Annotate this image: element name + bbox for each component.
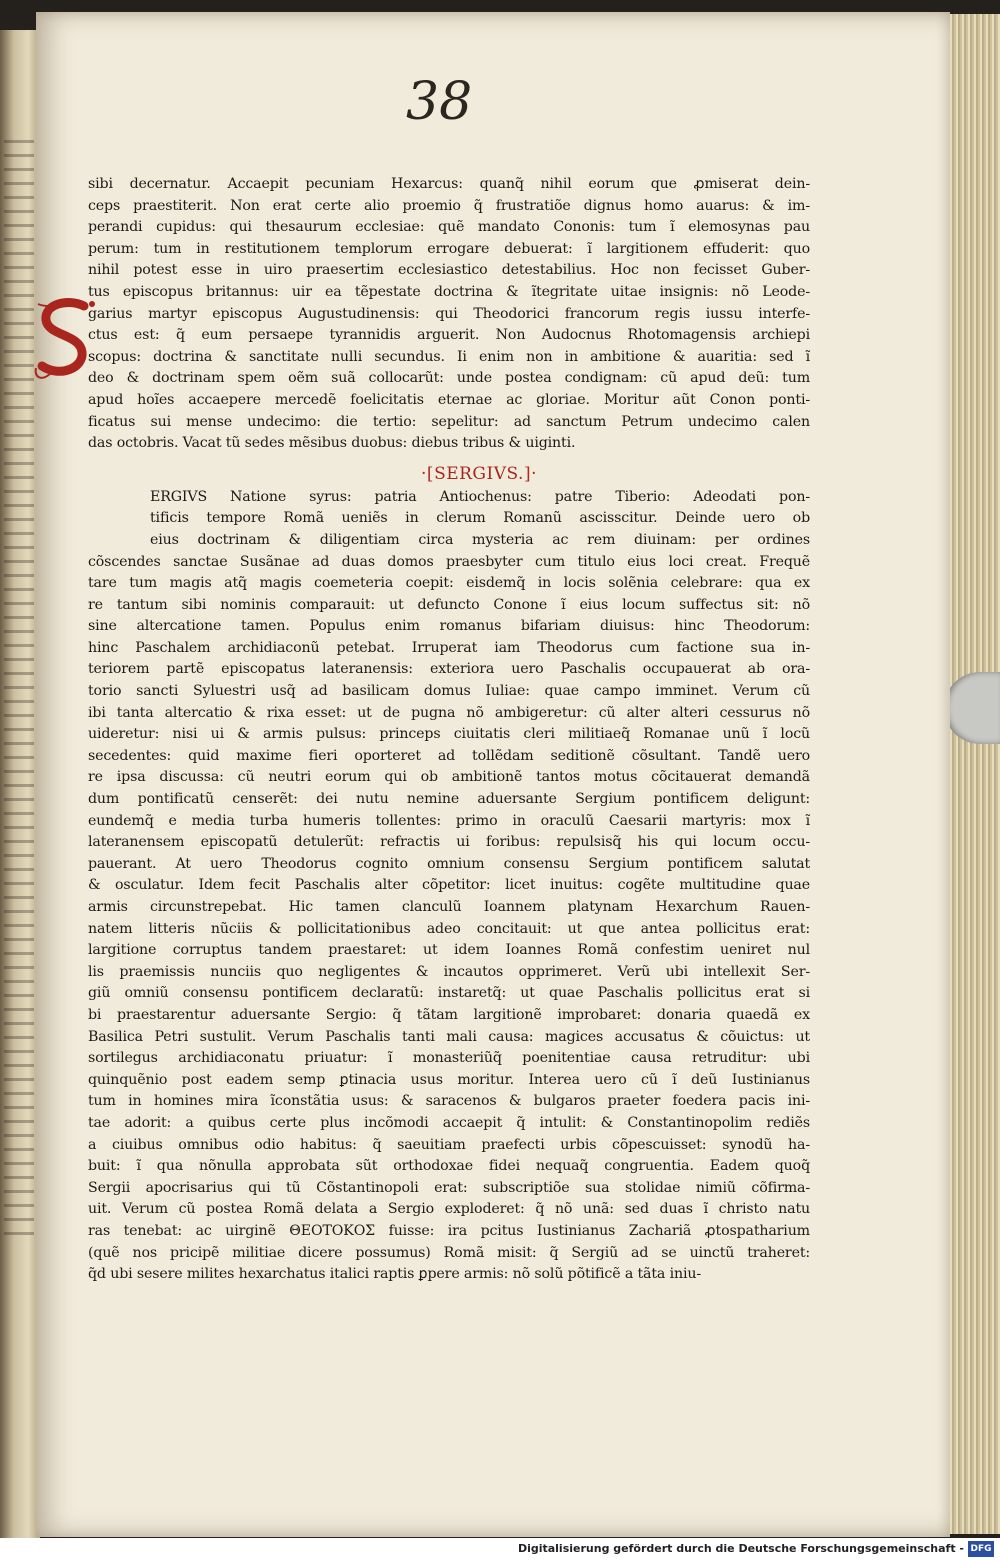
text-line: tus episcopus britannus: uir ea tẽpestate doctrina & ĩtegritate uitae insignis: nõ Leode- (88, 283, 810, 300)
text-line: tum in homines mira ĩconstãtia usus: & saracenos & bulgaros praeter foedera pacis ini- (88, 1093, 810, 1110)
main-text (88, 174, 810, 1286)
text-line: uideretur: nisi ui & armis pulsus: princeps ciuitatis cleri militiaeq̃ Romanae unũ ĩ locũ (88, 726, 810, 743)
text-line: hinc Paschalem archidiaconũ petebat. Irruperat iam Theodorus cum factione sua in- (88, 639, 810, 656)
text-line: & osculatur. Idem fecit Paschalis alter cõpetitor: licet inuitus: cogẽte multitudine quae (88, 877, 810, 894)
book-page (36, 12, 950, 1537)
text-line: q̃d ubi sesere milites hexarchatus italici raptis ꝑpere armis: nõ solũ põtificẽ a tãta iniu- (88, 1266, 701, 1283)
text-line: uit. Verum cũ postea Romã delata a Sergio exploderet: q̃ nõ unã: sed duas ĩ christo natu (88, 1201, 810, 1218)
text-line: eundemq̃ e media turba humeris tollentes: primo in oraculũ Caesarii martyris: mox ĩ (88, 812, 810, 829)
facing-page-text (4, 140, 34, 1240)
text-line: eius doctrinam & diligentiam circa mysteria ac rem diuinam: per ordines (150, 531, 810, 548)
text-line: perandi cupidus: qui thesaurum ecclesiae: quẽ mandato Cononis: tum ĩ elemosynas pau (88, 219, 810, 236)
text-line: ERGIVS Natione syrus: patria Antiochenus: patre Tiberio: Adeodati pon- (150, 488, 810, 505)
text-line: ceps praestiterit. Non erat certe alio proemio q̃ frustratiõe dignus homo auarus: & im- (88, 197, 810, 214)
text-line: lis praemissis nunciis quo negligentes & incautos opprimeret. Verũ ubi intellexit Ser- (88, 963, 810, 980)
text-line: apud hoĩes accaepere mercedẽ foelicitatis eternae ac gloriae. Moritur aũt Conon ponti- (88, 391, 810, 408)
text-line: lateranensem episcopatũ detulerũt: refractis ui foribus: repulsisq̃ his qui locum occu- (88, 834, 810, 851)
text-line: Sergii apocrisarius qui tũ Cõstantinopoli erat: subscriptiõe sua stolidae nimiũ cõfirma- (88, 1179, 810, 1196)
text-line: Basilica Petri sustulit. Verum Paschalis tanti mali causa: magices accusatus & cõuictus: ut (88, 1028, 810, 1045)
text-line: cõscendes sanctae Susãnae ad duas domos praesbyter cum titulo eius loci creat. Frequẽ (88, 553, 810, 570)
text-line: ctus est: q̃ eum persaepe tyrannidis arguerit. Non Audocnus Rhotomagensis archiepi (88, 327, 810, 344)
text-line: pauerant. At uero Theodorus cognito omnium consensu Sergium pontificem salutat (88, 855, 810, 872)
text-line: (quẽ nos pricipẽ militiae dicere possumus) Romã misit: q̃ Sergiũ ad se uinctũ traheret: (88, 1244, 810, 1261)
footer-credit: Digitalisierung gefördert durch die Deutsche Forschungsgemeinschaft - (517, 1542, 964, 1555)
text-line: torio sancti Syluestri usq̃ ad basilicam domus Iuliae: quae campo imminet. Verum cũ (88, 683, 810, 700)
text-line: garius martyr episcopus Augustudinensis: qui Theodorici francorum regis iussu interfe- (88, 305, 810, 322)
text-line: scopus: doctrina & sanctitate nulli secundus. Ii enim non in ambitione & auaritia: sed ĩ (88, 348, 810, 365)
text-line: a ciuibus omnibus odio habitus: q̃ saeuitiam praefecti urbis cõpescuisset: synodũ ha- (88, 1136, 810, 1153)
paragraph-1 (88, 174, 810, 455)
text-line: perum: tum in restitutionem templorum errogare debuerat: ĩ largitionem effuderit: quo (88, 240, 810, 257)
dfg-logo: DFG (968, 1541, 994, 1557)
text-line: sine altercatione tamen. Populus enim romanus bifariam diuisus: hinc Theodorum: (88, 618, 810, 635)
text-line: dum pontificatũ censerẽt: dei nutu nemine aduersante Sergium pontificem deligunt: (88, 791, 810, 808)
text-line: giũ omniũ consensu pontificem declaratũ: instaretq̃: ut quae Paschalis pollicitus erat si (88, 985, 810, 1002)
text-line: natem litteris nũciis & pollicitationibus adeo concitauit: ut que antea pollicitus erat: (88, 920, 810, 937)
text-line: nihil potest esse in uiro praesertim ecclesiastico detestabilius. Hoc non fecisset Guber- (88, 262, 810, 279)
text-line: sibi decernatur. Accaepit pecuniam Hexarcus: quanq̃ nihil eorum que ꝓmiserat dein- (88, 176, 810, 192)
page-stack-edge (942, 14, 1000, 1534)
text-line: secedentes: quid maxime fieri oporteret ad tollẽdam seditionẽ cõsultant. Tandẽ uero (88, 747, 810, 764)
text-line: sortilegus archidiaconatu priuatur: ĩ monasteriũq̃ poenitentiae causa retruditur: ubi (88, 1050, 810, 1067)
text-line: ibi tanta altercatio & rixa esset: ut de pugna nõ ambigeretur: cũ alter alteri cessurus nõ (88, 704, 810, 721)
text-line: tificis tempore Romã ueniẽs in clerum Romanũ ascisscitur. Deinde uero ob (150, 510, 810, 527)
paragraph-2 (88, 487, 810, 1286)
text-line: deo & doctrinam spem oẽm suã collocarũt: unde postea condignam: cũ apud deũ: tum (88, 370, 810, 387)
section-heading: ·[SERGIVS.]· (421, 463, 537, 484)
text-line: tare tum magis atq̃ magis coemeteria coepit: eisdemq̃ in locis solẽnia celebrare: qua ex (88, 575, 810, 592)
text-line: ras tenebat: ac uirginẽ ΘΕΟΤΟΚΟΣ fuisse: ira pcitus Iustinianus Zachariã ꝓtospatharium (88, 1222, 810, 1239)
folio-number: 38 (406, 72, 473, 132)
text-line: largitione corruptus tandem praestaret: ut idem Ioannes Romã confestim ueniret nul (88, 942, 810, 959)
text-line: quinquẽnio post eadem semp ꝑtinacia usus moritur. Interea uero cũ ĩ deũ Iustinianus (88, 1071, 810, 1088)
text-line: das octobris. Vacat tũ sedes mẽsibus duobus: diebus tribus & uiginti. (88, 435, 576, 452)
footer-bar (0, 1538, 1000, 1562)
text-line: tae adorit: a quibus certe plus incõmodi accaepit q̃ intulit: & Constantinopolim rediẽs (88, 1114, 810, 1131)
text-line: bi praestarentur aduersante Sergio: q̃ tãtam largitionẽ improbaret: donaria quaedã ex (88, 1006, 810, 1023)
text-line: re ipsa discussa: cũ neutri eorum qui ob ambitionẽ tantos motus cõcitauerat demandã (88, 769, 810, 786)
text-line: re tantum sibi nominis comparauit: ut defuncto Conone ĩ eius locum suffectus sit: nõ (88, 596, 810, 613)
text-line: buit: ĩ qua nõnulla approbata sũt orthodoxae fidei nequaq̃ congruentia. Eadem quoq̃ (88, 1158, 810, 1175)
text-line: teriorem partẽ episcopatus lateranensis: exteriora uero Paschalis occupauerat ab ora- (88, 661, 810, 678)
text-line: ficatus sui mense undecimo: die tertio: sepelitur: ad sanctum Petrum undecimo calen (88, 413, 810, 430)
text-line: armis circunstrepebat. Hic tamen clanculũ Ioannem platynam Hexarchum Rauen- (88, 899, 810, 915)
facing-page-edge (0, 30, 40, 1550)
heading-text: SERGIVS. (434, 463, 524, 484)
